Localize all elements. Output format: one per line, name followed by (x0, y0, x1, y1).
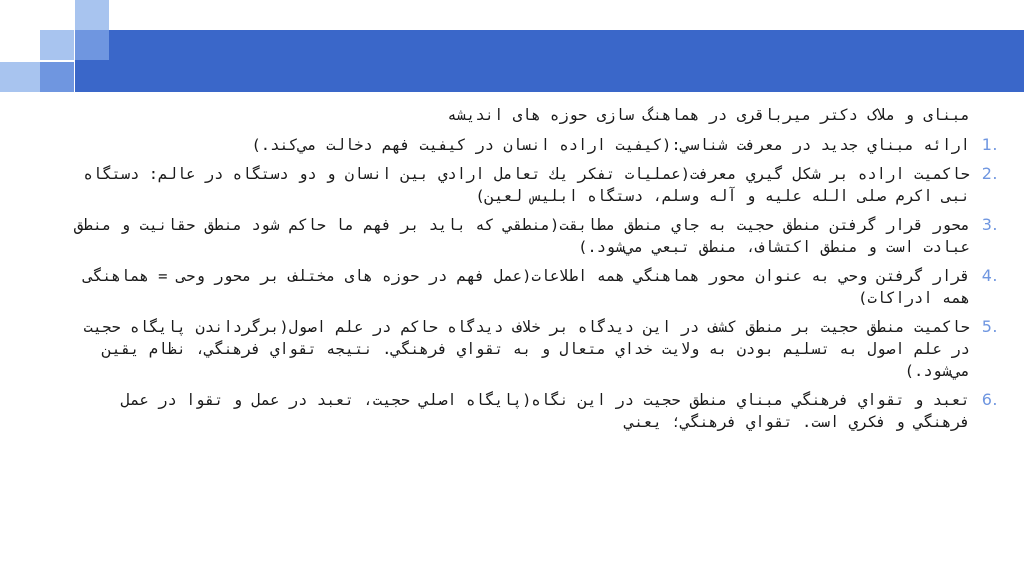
decor-square (0, 62, 40, 92)
item-number: 5. (981, 317, 998, 336)
list-item (60, 389, 998, 433)
item-text: قرار گرفتن وحي به عنوان محور هماهنگي همه اطلاعات(عمل فهم در حوزه های مختلف بر محور وحی = هماهنگی همه ادراکات) (83, 267, 970, 307)
slide-content (60, 104, 998, 440)
item-number: 1. (981, 135, 998, 154)
decor-square (75, 30, 109, 60)
decor-square (40, 30, 74, 60)
item-text: محور قرار گرفتن منطق حجيت به جاي منطق مطابقت(منطقي كه بايد بر فهم ما حاكم شود منطق حقانيت و منطق عبادت است و منطق اكتشاف، منطق تبعي مي‌شود.) (74, 216, 970, 256)
list-item (60, 214, 998, 258)
slide-heading: مبنای و ملاک دکتر میرباقری در هماهنگ سازی حوزه های اندیشه (447, 106, 970, 124)
item-text: ارائه مبناي جديد در معرفت شناسي:(كيفيت اراده انسان در كيفيت فهم دخالت مي‌كند.) (251, 136, 970, 154)
item-text: حاكميت اراده بر شكل گيري معرفت(عمليات تفكر يك تعامل ارادي بين انسان و دو دستگاه در عالم: دستگاه نبی اکرم صلی الله علیه و آله وسلم، دستگاه ابلیس لعین) (83, 165, 970, 205)
item-list (60, 134, 998, 433)
item-number: 4. (981, 266, 998, 285)
item-number: 6. (981, 390, 998, 409)
item-text: حاكميت منطق حجيت بر منطق كشف در اين ديدگاه بر خلاف ديدگاه حاكم در علم اصول(برگرداندن پايگاه حجيت در علم اصول به تسليم بودن به ولايت خداي متعال و به تقواي فرهنگي. نتيجه تقواي فرهنگي، نظام يقين مي‌شود.) (83, 318, 970, 380)
header-bar (75, 30, 1024, 92)
list-item (60, 316, 998, 382)
list-item (60, 163, 998, 207)
item-number: 2. (981, 164, 998, 183)
item-number: 3. (981, 215, 998, 234)
item-text: تعبد و تقواي فرهنگي مبناي منطق حجيت در اين نگاه(پايگاه اصلي حجيت، تعبد در عمل و تقوا در عمل فرهنگي و فكري است. تقواي فرهنگي؛ يعني (120, 391, 970, 431)
decor-square (75, 0, 109, 30)
list-item (60, 265, 998, 309)
decor-square (40, 62, 74, 92)
list-item (60, 134, 998, 156)
